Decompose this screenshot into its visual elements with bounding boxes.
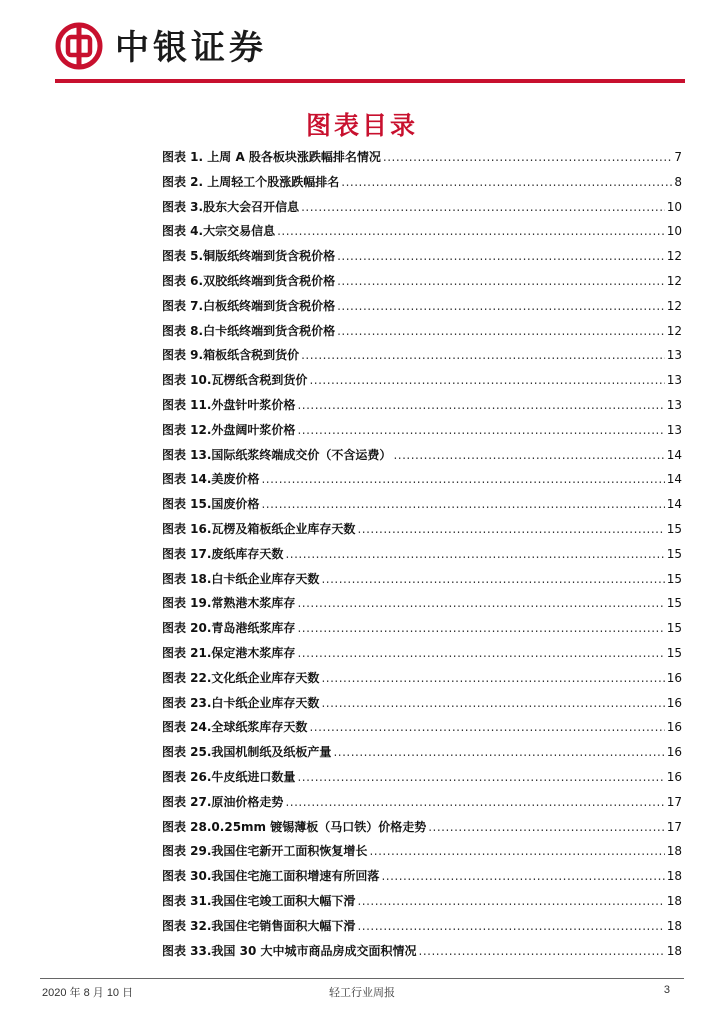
toc-entry[interactable] [162,743,682,768]
toc-leader-dots [419,944,665,958]
toc-leader-dots [369,844,664,858]
toc-entry[interactable] [162,421,682,446]
toc-leader-dots [301,200,665,214]
toc-entry-label: 图表 9.箱板纸含税到货价 [162,348,300,363]
toc-entry[interactable] [162,793,682,818]
toc-entry-page: 15 [666,521,682,536]
toc-entry-page: 18 [666,844,682,859]
toc-leader-dots [277,224,665,238]
toc-leader-dots [357,919,664,933]
toc-entry[interactable] [162,148,682,173]
toc-entry[interactable] [162,222,682,247]
toc-entry-page: 14 [666,497,682,512]
toc-entry-label: 图表 16.瓦楞及箱板纸企业库存天数 [162,521,356,536]
toc-leader-dots [261,497,664,511]
toc-entry-page: 15 [666,621,682,636]
toc-entry-page: 12 [666,249,682,264]
toc-entry[interactable] [162,198,682,223]
toc-leader-dots [341,175,672,189]
toc-entry[interactable] [162,520,682,545]
toc-entry-label: 图表 12.外盘阔叶浆价格 [162,422,296,437]
toc-entry-page: 17 [666,794,682,809]
toc-entry[interactable] [162,644,682,669]
toc-entry-label: 图表 25.我国机制纸及纸板产量 [162,745,332,760]
toc-entry-label: 图表 15.国废价格 [162,497,260,512]
toc-entry[interactable] [162,272,682,297]
toc-entry[interactable] [162,545,682,570]
toc-entry-label: 图表 11.外盘针叶浆价格 [162,397,296,412]
toc-leader-dots [383,150,672,164]
toc-entry-label: 图表 33.我国 30 大中城市商品房成交面积情况 [162,943,417,958]
toc-entry-page: 16 [666,720,682,735]
footer-page-number: 3 [663,984,670,996]
header [55,22,685,72]
toc-entry-label: 图表 2. 上周轻工个股涨跌幅排名 [162,174,340,189]
toc-entry-page: 16 [666,695,682,710]
toc-entry-page: 15 [666,546,682,561]
toc-entry-label: 图表 8.白卡纸终端到货含税价格 [162,323,336,338]
toc-entry-page: 14 [666,472,682,487]
toc-leader-dots [393,448,664,462]
toc-entry-label: 图表 29.我国住宅新开工面积恢复增长 [162,844,368,859]
toc-leader-dots [285,547,664,561]
toc-entry[interactable] [162,173,682,198]
toc-leader-dots [428,820,664,834]
toc-entry[interactable] [162,619,682,644]
toc-entry-page: 16 [666,670,682,685]
toc-entry-page: 16 [666,769,682,784]
toc-entry-label: 图表 17.废纸库存天数 [162,546,284,561]
toc-leader-dots [337,299,665,313]
toc-entry[interactable] [162,669,682,694]
toc-entry-label: 图表 13.国际纸浆终端成交价（不含运费） [162,447,392,462]
toc-leader-dots [337,274,665,288]
toc-entry-page: 13 [666,348,682,363]
toc-entry-label: 图表 5.铜版纸终端到货含税价格 [162,249,336,264]
toc-entry[interactable] [162,470,682,495]
toc-entry[interactable] [162,371,682,396]
toc-entry[interactable] [162,842,682,867]
toc-entry-page: 14 [666,447,682,462]
toc-entry-page: 18 [666,869,682,884]
toc-entry-label: 图表 4.大宗交易信息 [162,224,276,239]
toc-leader-dots [297,646,664,660]
toc-entry-label: 图表 14.美废价格 [162,472,260,487]
toc-leader-dots [297,621,664,635]
toc-entry[interactable] [162,247,682,272]
toc-entry-label: 图表 32.我国住宅销售面积大幅下滑 [162,918,356,933]
toc-entry-label: 图表 31.我国住宅竣工面积大幅下滑 [162,893,356,908]
footer-report-name: 轻工行业周报 [329,987,395,999]
toc-entry-label: 图表 21.保定港木浆库存 [162,645,296,660]
toc-entry[interactable] [162,495,682,520]
brand-name: 中银证券 [115,28,267,68]
toc-entry-page: 15 [666,571,682,586]
toc-leader-dots [321,696,664,710]
toc-entry[interactable] [162,694,682,719]
toc-entry-page: 17 [666,819,682,834]
toc-leader-dots [309,720,664,734]
toc-leader-dots [297,398,664,412]
toc-entry-page: 18 [666,893,682,908]
footer-date: 2020 年 8 月 10 日 [42,987,134,999]
toc-entry[interactable] [162,867,682,892]
toc-entry[interactable] [162,768,682,793]
toc-entry-label: 图表 1. 上周 A 股各板块涨跌幅排名情况 [162,150,381,164]
toc-entry-page: 10 [666,199,682,214]
toc-leader-dots [297,596,664,610]
toc-entry-label: 图表 20.青岛港纸浆库存 [162,621,296,636]
toc-leader-dots [333,745,664,759]
toc-entry-page: 7 [674,150,682,164]
toc-leader-dots [297,423,664,437]
toc-entry[interactable] [162,892,682,917]
toc-entry[interactable] [162,594,682,619]
toc-entry[interactable] [162,570,682,595]
toc-entry-page: 18 [666,943,682,958]
toc-entry-label: 图表 26.牛皮纸进口数量 [162,769,296,784]
toc-entry[interactable] [162,917,682,942]
header-divider [55,79,685,83]
toc-leader-dots [309,373,664,387]
toc-entry-label: 图表 27.原油价格走势 [162,794,284,809]
toc-entry-page: 10 [666,224,682,239]
toc-leader-dots [357,894,664,908]
toc-entry-page: 12 [666,273,682,288]
toc-entry[interactable] [162,818,682,843]
toc-entry-page: 15 [666,645,682,660]
toc-entry-label: 图表 30.我国住宅施工面积增速有所回落 [162,869,380,884]
toc-entry-label: 图表 18.白卡纸企业库存天数 [162,571,320,586]
toc-entry-page: 8 [674,174,682,189]
toc-entry[interactable] [162,446,682,471]
toc-entry-page: 18 [666,918,682,933]
footer-divider [40,978,684,979]
toc-leader-dots [381,869,664,883]
toc-entry-label: 图表 19.常熟港木浆库存 [162,596,296,611]
toc-leader-dots [357,522,664,536]
toc-leader-dots [337,324,665,338]
toc-entry-label: 图表 10.瓦楞纸含税到货价 [162,373,308,388]
toc-entry-label: 图表 24.全球纸浆库存天数 [162,720,308,735]
toc-entry-page: 16 [666,745,682,760]
toc-entry-label: 图表 23.白卡纸企业库存天数 [162,695,320,710]
toc-entry-page: 12 [666,323,682,338]
toc-entry-label: 图表 28.0.25mm 镀锡薄板（马口铁）价格走势 [162,819,427,834]
toc-leader-dots [285,795,664,809]
toc-leader-dots [261,472,664,486]
toc-entry[interactable] [162,322,682,347]
toc-entry[interactable] [162,942,682,967]
toc-leader-dots [321,572,664,586]
toc-entry-label: 图表 22.文化纸企业库存天数 [162,670,320,685]
table-of-figures [162,148,682,966]
toc-entry-label: 图表 6.双胶纸终端到货含税价格 [162,273,336,288]
toc-entry-label: 图表 7.白板纸终端到货含税价格 [162,298,336,313]
toc-entry[interactable] [162,297,682,322]
toc-entry[interactable] [162,396,682,421]
toc-leader-dots [337,249,665,263]
toc-entry[interactable] [162,718,682,743]
toc-entry-label: 图表 3.股东大会召开信息 [162,199,300,214]
toc-entry-page: 13 [666,397,682,412]
page-title: 图表目录 [305,111,418,140]
toc-leader-dots [321,671,664,685]
toc-entry-page: 15 [666,596,682,611]
toc-entry[interactable] [162,346,682,371]
toc-entry-page: 12 [666,298,682,313]
toc-entry-page: 13 [666,422,682,437]
bank-of-china-logo-icon [55,22,103,70]
toc-entry-page: 13 [666,373,682,388]
toc-leader-dots [297,770,664,784]
toc-leader-dots [301,348,665,362]
